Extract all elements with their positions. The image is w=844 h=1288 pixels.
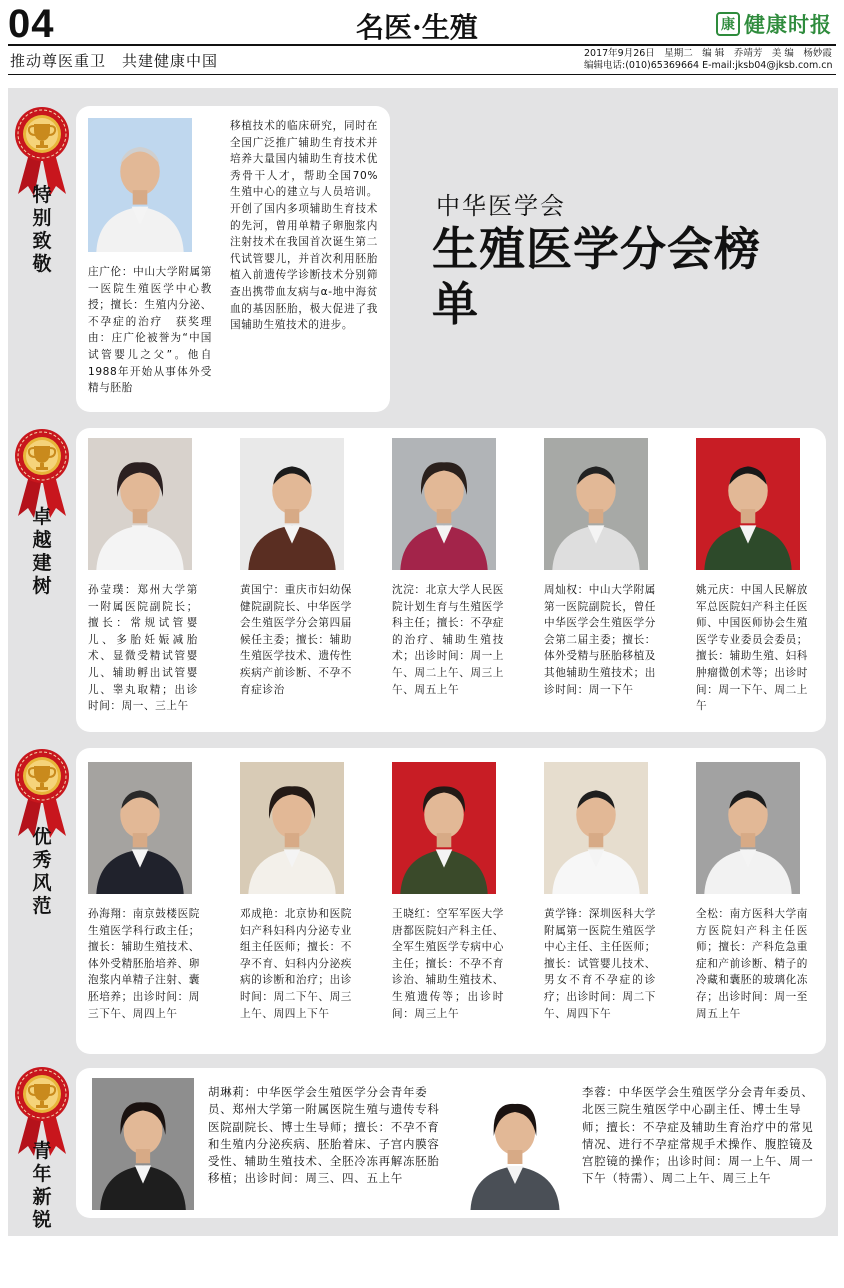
special-bio-right: 移植技术的临床研究，同时在全国广泛推广辅助生育技术并培养大量国内辅助生育技术优秀骨干人才，帮助全国70%生殖中心的建立与人员培训。开创了国内多项辅助生育技术的先河，曾用单精子卵胞浆内注射技术在我国首次诞生第二代试管婴儿，并首次利用胚胎植入前遗传学诊断技术分别筛查出携带血友病与α-地中海贫血的基因胚胎，极大促进了我国辅助生殖技术的进步。 <box>230 120 378 332</box>
page-number: 04 <box>8 2 55 46</box>
model-bio: 黄学锋：深圳医科大学附属第一医院生殖医学中心主任、主任医师；擅长：试管婴儿技术、男女不育不孕症的诊疗；出诊时间：周二下午、周四下午 <box>544 908 656 1020</box>
excellence-bio: 姚元庆：中国人民解放军总医院妇产科主任医师、中国医师协会生殖医学专业委员会委员；擅长：辅助生殖、妇科肿瘤微创术等；出诊时间：周一下午、周二上午 <box>696 584 808 713</box>
portrait-zhuang-guanglun <box>88 118 192 252</box>
portrait-shen-huan <box>392 438 496 570</box>
feature-org: 中华医学会 <box>436 192 566 220</box>
portrait-sun-yingpu <box>88 438 192 570</box>
portrait-huang-xuefeng <box>544 762 648 894</box>
editor-info <box>584 48 833 72</box>
slogan: 推动尊医重卫 共建健康中国 <box>10 52 219 70</box>
section-label-special: 特别致敬 <box>32 184 52 275</box>
youth-bio: 李蓉：中华医学会生殖医学分会青年委员、北医三院生殖医学中心副主任、博士生导师；擅长：不孕症及辅助生育治疗中的常见情况、进行不孕症常规手术操作、腹腔镜及宫腔镜的操作；出诊时间：周一上午、周一下午（特需）、周二上午、周三上午 <box>582 1085 814 1186</box>
youth-bio: 胡琳莉：中华医学会生殖医学分会青年委员、郑州大学第一附属医院生殖与遗传专科医院副院长、博士生导师；擅长：不孕不育和生殖内分泌疾病、胚胎着床、子宫内膜容受性、辅助生殖技术、全胚冷冻再解冻胚胎移植；出诊时间：周三、四、五上午 <box>208 1085 440 1186</box>
feature-title: 生殖医学分会榜单 <box>432 222 761 331</box>
portrait-sun-haixiang <box>88 762 192 894</box>
excellence-bio: 黄国宁：重庆市妇幼保健院副院长、中华医学会生殖医学分会第四届候任主委；擅长：辅助生殖医学技术、遗传性疾病产前诊断、不孕不育症诊治 <box>240 584 352 696</box>
portrait-zhou-canquan <box>544 438 648 570</box>
special-bio-left: 庄广伦：中山大学附属第一医院生殖医学中心教授；擅长：生殖内分泌、不孕症的治疗 获奖理由：庄广伦被誉为“中国试管婴儿之父”。他自1988年开始从事体外受精与胚胎 <box>88 266 212 395</box>
section-label-youth: 青年新锐 <box>32 1140 52 1231</box>
portrait-hu-linli <box>92 1078 194 1210</box>
logo-mark: 康 <box>716 12 740 36</box>
section-title: 名医·生殖 <box>356 11 478 44</box>
header-rule <box>8 74 836 75</box>
excellence-bio: 沈浣：北京大学人民医院计划生育与生殖医学科主任；擅长：不孕症的治疗、辅助生殖技术；出诊时间：周一上午、周二上午、周三上午、周五上午 <box>392 584 504 696</box>
contact-info-line: 编辑电话:(010)65369664 E-mail:jksb04@jksb.com.cn <box>584 60 833 71</box>
model-bio: 孙海翔：南京鼓楼医院生殖医学科行政主任；擅长：辅助生殖技术、体外受精胚胎培养、卵泡浆内单精子注射、囊胚培养；出诊时间：周三下午、周四上午 <box>88 908 200 1020</box>
excellence-bio: 周灿权：中山大学附属第一医院副院长，曾任中华医学会生殖医学分会第二届主委；擅长：体外受精与胚胎移植及其他辅助生殖技术；出诊时间：周一下午 <box>544 584 656 696</box>
newspaper-logo <box>716 8 838 40</box>
section-label-excellence: 卓越建树 <box>32 506 52 597</box>
portrait-deng-chengyan <box>240 762 344 894</box>
portrait-huang-guoning <box>240 438 344 570</box>
portrait-quan-song <box>696 762 800 894</box>
header-rule <box>8 44 836 46</box>
logo-text: 健康时报 <box>744 12 832 37</box>
editor-info-line: 2017年9月26日 星期二 编 辑 乔靖芳 美 编 杨妙霞 <box>584 48 832 59</box>
model-bio: 王晓红：空军军医大学唐都医院妇产科主任、全军生殖医学专病中心主任；擅长：不孕不育诊治、辅助生殖技术、生殖遗传等；出诊时间：周三上午 <box>392 908 504 1020</box>
portrait-wang-xiaohong <box>392 762 496 894</box>
excellence-bio: 孙莹璞：郑州大学第一附属医院副院长；擅长：常规试管婴儿、多胎妊娠减胎术、显微受精试管婴儿、辅助孵出试管婴儿、睾丸取精；出诊时间：周一、三上午 <box>88 584 198 713</box>
portrait-li-rong <box>462 1080 568 1210</box>
section-label-model: 优秀风范 <box>32 826 52 917</box>
portrait-yao-yuanqing <box>696 438 800 570</box>
model-bio: 邓成艳：北京协和医院妇产科妇科内分泌专业组主任医师；擅长：不孕不育、妇科内分泌疾病的诊断和治疗；出诊时间：周二下午、周三上午、周四上下午 <box>240 908 352 1020</box>
model-bio: 全松：南方医科大学南方医院妇产科主任医师；擅长：产科危急重症和产前诊断、精子的冷藏和囊胚的玻璃化冻存；出诊时间：周一至周五上午 <box>696 908 808 1020</box>
